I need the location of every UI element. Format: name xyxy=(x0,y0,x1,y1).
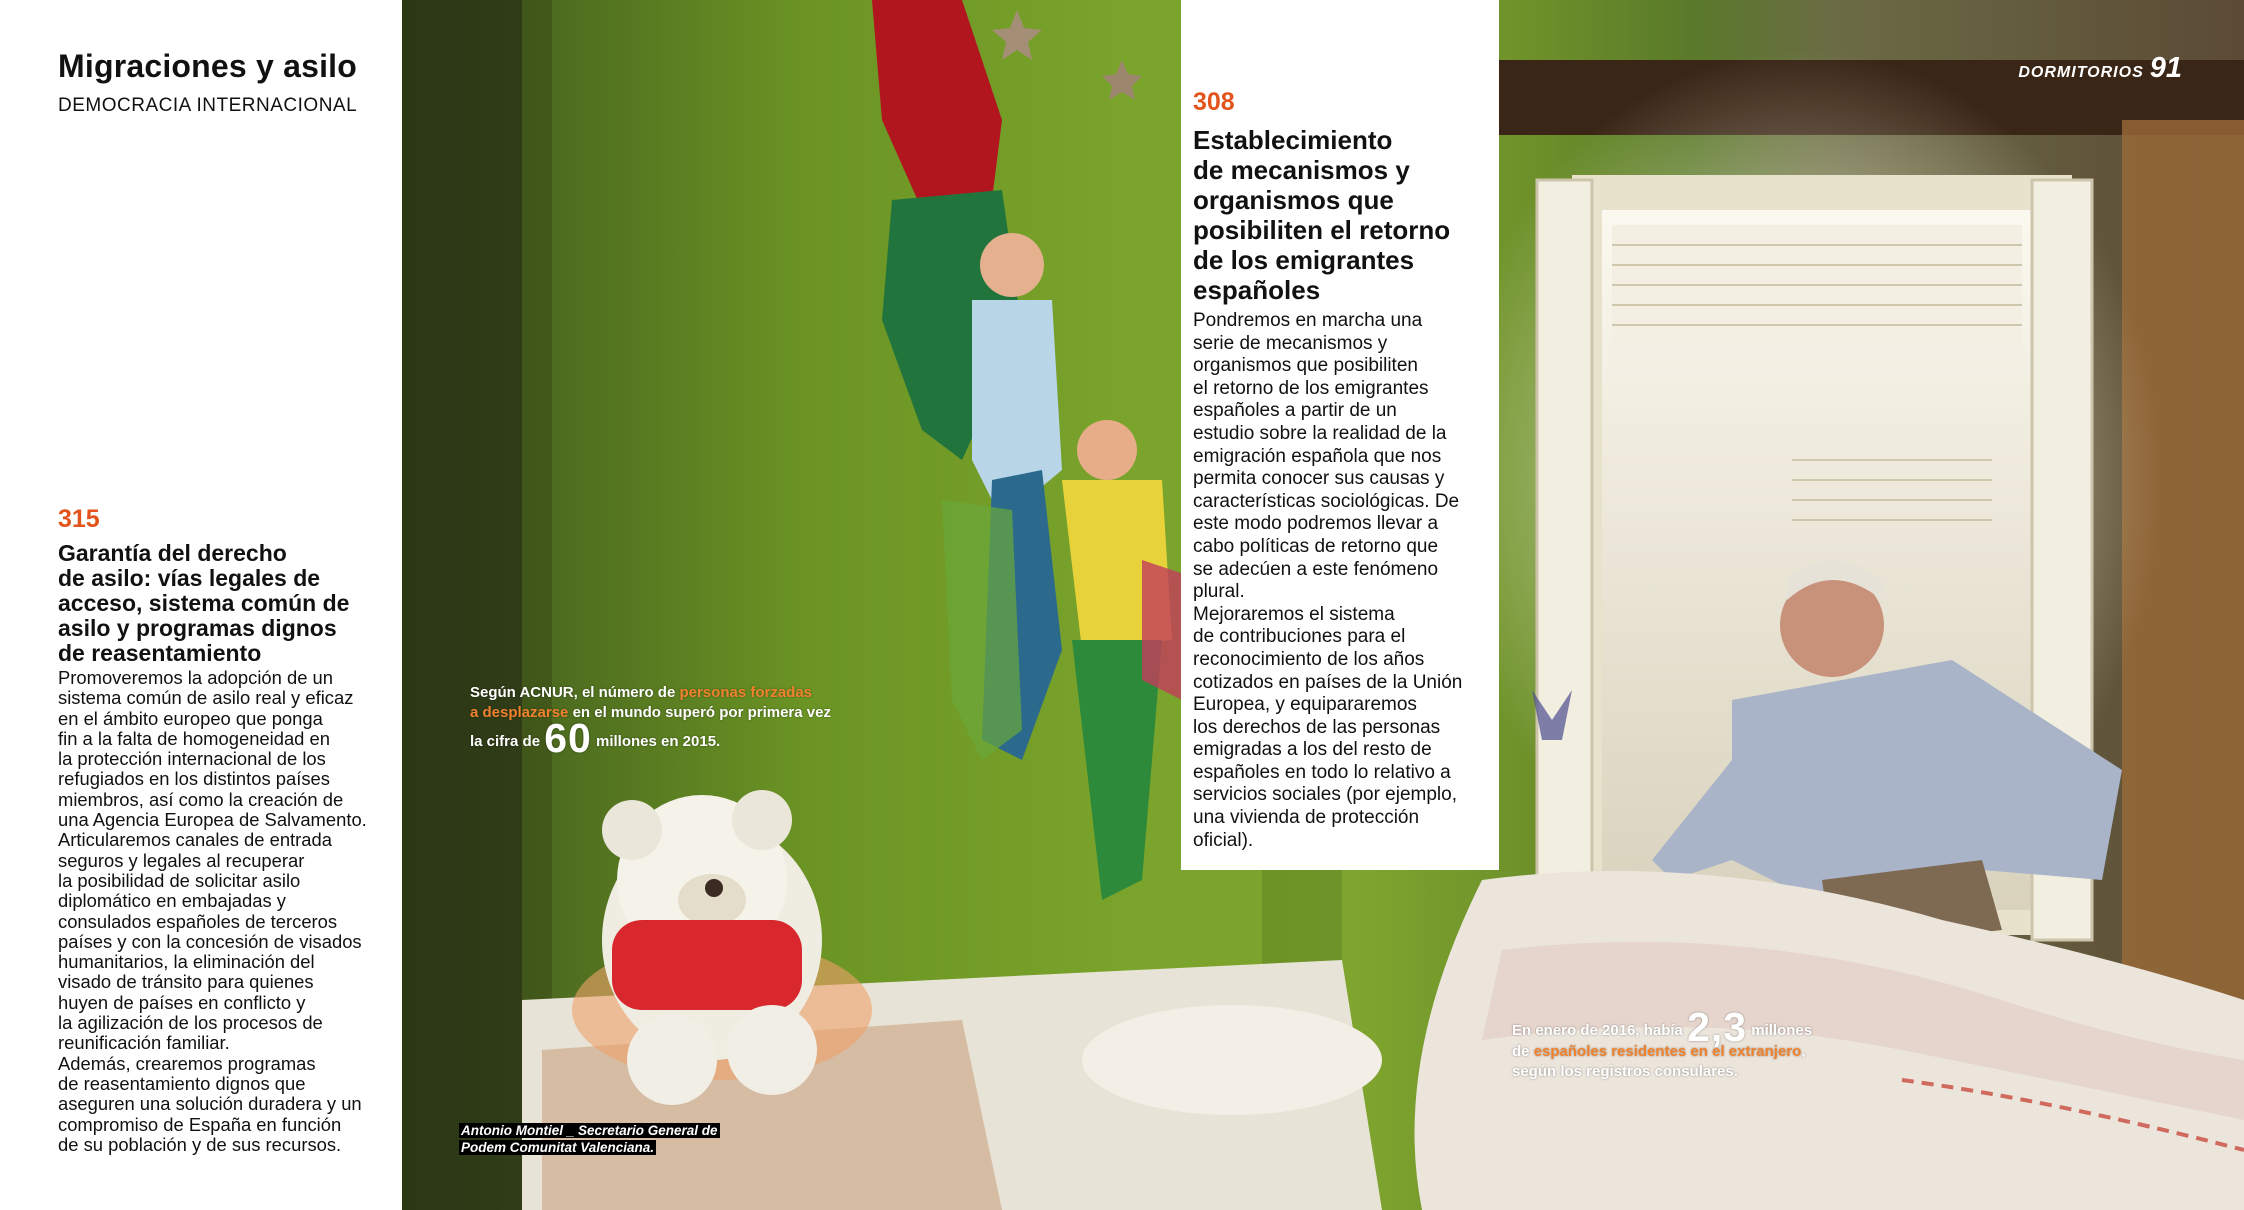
stat-line xyxy=(1512,1042,1872,1062)
body-line: Además, crearemos programas xyxy=(58,1052,316,1074)
proposal-body xyxy=(1193,310,1493,852)
stat-acnur xyxy=(470,683,920,761)
caption-text: Antonio Montiel _ Secretario General de xyxy=(461,1123,718,1138)
proposal-heading xyxy=(58,541,388,666)
body-line: en el ámbito europeo que ponga xyxy=(58,707,323,729)
heading-line: de los emigrantes xyxy=(1193,245,1415,275)
stat-text: En enero de 2016, había xyxy=(1512,1022,1688,1039)
stat-line: según los registros consulares. xyxy=(1512,1063,1738,1080)
heading-line: españoles xyxy=(1193,275,1321,305)
body-line: compromiso de España en función xyxy=(58,1113,342,1135)
body-line: de contribuciones para el xyxy=(1193,626,1406,648)
proposal-308 xyxy=(1193,88,1493,852)
heading-line: posibiliten el retorno xyxy=(1193,215,1451,245)
body-line: Promoveremos la adopción de un xyxy=(58,667,333,688)
stat-text: de xyxy=(1512,1043,1534,1060)
section-subtitle: DEMOCRACIA INTERNACIONAL xyxy=(58,95,358,116)
left-text-column xyxy=(0,0,402,1210)
body-line: características sociológicas. De xyxy=(1193,490,1460,512)
body-line: fin a la falta de homogeneidad en xyxy=(58,727,330,749)
body-line: una Agencia Europea de Salvamento. xyxy=(58,809,367,831)
photo-caption xyxy=(459,1122,720,1156)
proposal-number: 308 xyxy=(1193,88,1235,116)
body-line: diplomático en embajadas y xyxy=(58,890,286,912)
body-line: oficial). xyxy=(1193,829,1254,851)
body-line: Pondremos en marcha una xyxy=(1193,310,1423,331)
body-line: humanitarios, la eliminación del xyxy=(58,951,315,973)
body-line: españoles a partir de un xyxy=(1193,400,1397,422)
stat-line xyxy=(470,703,920,723)
body-line: Mejoraremos el sistema xyxy=(1193,603,1395,625)
body-line: este modo podremos llevar a xyxy=(1193,513,1439,535)
body-line: Europea, y equipararemos xyxy=(1193,694,1417,716)
stat-big-number: 2,3 xyxy=(1687,1004,1748,1050)
body-line: países y con la concesión de visados xyxy=(58,930,362,952)
stat-highlight: personas forzadas xyxy=(679,684,813,701)
body-line: Articularemos canales de entrada xyxy=(58,829,332,851)
body-line: de reasentamiento dignos que xyxy=(58,1072,306,1094)
heading-line: de reasentamiento xyxy=(58,640,262,666)
heading-line: asilo y programas dignos xyxy=(58,615,337,641)
body-line: la posibilidad de solicitar asilo xyxy=(58,869,301,891)
heading-line: de mecanismos y xyxy=(1193,155,1410,185)
body-line: serie de mecanismos y xyxy=(1193,332,1388,354)
body-line: huyen de países en conflicto y xyxy=(58,991,306,1013)
stat-line xyxy=(470,683,920,703)
body-line: consulados españoles de terceros xyxy=(58,910,338,932)
stat-text: millones en 2015. xyxy=(591,733,721,750)
body-line: servicios sociales (por ejemplo, xyxy=(1193,784,1457,806)
body-line: la agilización de los procesos de xyxy=(58,1012,323,1034)
proposal-body xyxy=(58,668,388,1155)
body-line: seguros y legales al recuperar xyxy=(58,849,305,871)
caption-text: Podem Comunitat Valenciana. xyxy=(461,1140,655,1155)
body-line: reunificación familiar. xyxy=(58,1032,230,1054)
stat-text: en el mundo superó por primera vez xyxy=(568,704,831,721)
body-line: plural. xyxy=(1193,581,1245,603)
page-label: DORMITORIOS xyxy=(2018,64,2144,81)
body-line: permita conocer sus causas y xyxy=(1193,468,1445,490)
heading-line: organismos que xyxy=(1193,185,1394,215)
stat-text: Según ACNUR, el número de xyxy=(470,684,680,701)
body-line: una vivienda de protección xyxy=(1193,807,1420,829)
stat-emigrants xyxy=(1512,1004,1872,1082)
body-line: se adecúen a este fenómeno xyxy=(1193,558,1439,580)
body-line: aseguren una solución duradera y un xyxy=(58,1093,362,1115)
proposal-number: 315 xyxy=(58,505,100,533)
body-line: organismos que posibiliten xyxy=(1193,355,1418,377)
body-line: visado de tránsito para quienes xyxy=(58,971,314,993)
page-number-value: 91 xyxy=(2149,52,2182,84)
stat-highlight: a desplazarse xyxy=(470,704,569,721)
heading-line: acceso, sistema común de xyxy=(58,590,350,616)
body-line: refugiados en los distintos países xyxy=(58,768,330,790)
heading-line: Establecimiento xyxy=(1193,125,1393,155)
heading-line: Garantía del derecho xyxy=(58,540,287,566)
proposal-315 xyxy=(58,505,388,1155)
body-line: el retorno de los emigrantes xyxy=(1193,377,1429,399)
body-line: de su población y de sus recursos. xyxy=(58,1133,342,1155)
stat-text: la cifra de xyxy=(470,733,545,750)
body-line: miembros, así como la creación de xyxy=(58,788,344,810)
caption-line xyxy=(459,1139,720,1156)
stat-line xyxy=(1512,1004,1872,1050)
body-line: españoles en todo lo relativo a xyxy=(1193,761,1451,783)
body-line: emigradas a los del resto de xyxy=(1193,739,1432,761)
body-line: reconocimiento de los años xyxy=(1193,648,1425,670)
page-number xyxy=(2018,52,2182,85)
body-line: los derechos de las personas xyxy=(1193,716,1441,738)
caption-line xyxy=(459,1122,720,1139)
body-line: estudio sobre la realidad de la xyxy=(1193,422,1447,444)
heading-line: de asilo: vías legales de xyxy=(58,565,321,591)
section-title: Migraciones y asilo xyxy=(58,48,358,84)
body-line: cotizados en países de la Unión xyxy=(1193,671,1463,693)
body-line: sistema común de asilo real y eficaz xyxy=(58,687,354,709)
stat-line xyxy=(470,715,920,761)
stat-big-number: 60 xyxy=(544,715,592,761)
stat-text: , xyxy=(1801,1043,1806,1060)
body-line: emigración española que nos xyxy=(1193,445,1442,467)
stat-highlight: españoles residentes en el extranjero xyxy=(1533,1043,1802,1060)
body-line: cabo políticas de retorno que xyxy=(1193,535,1439,557)
proposal-heading xyxy=(1193,125,1493,305)
body-line: la protección internacional de los xyxy=(58,748,326,770)
stat-text: millones xyxy=(1747,1022,1813,1039)
